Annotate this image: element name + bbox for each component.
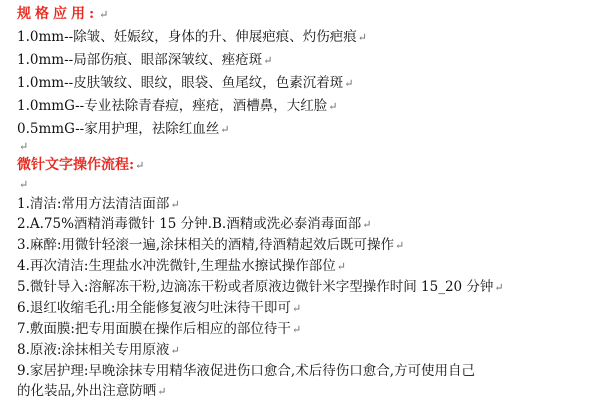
paragraph-mark-icon: ↵ bbox=[395, 239, 405, 252]
paragraph-mark-icon: ↵ bbox=[19, 178, 29, 191]
paragraph-mark-icon: ↵ bbox=[170, 198, 180, 211]
spec-line bbox=[17, 50, 272, 71]
paragraph-mark-icon: ↵ bbox=[99, 8, 109, 21]
paragraph-mark-icon: ↵ bbox=[220, 123, 230, 136]
procedure-step-text: 6.退红收缩毛孔:用全能修复液匀吐沫待干即可 bbox=[17, 300, 291, 316]
procedure-step-text: 7.敷面膜:把专用面膜在操作后相应的部位待干 bbox=[17, 321, 291, 337]
paragraph-mark-icon: ↵ bbox=[344, 77, 354, 90]
paragraph-mark-icon: ↵ bbox=[291, 323, 302, 336]
procedure-step-text: 1.清洁:常用方法清洁面部 bbox=[17, 196, 170, 212]
procedure-step bbox=[17, 235, 404, 256]
procedure-heading bbox=[17, 155, 144, 176]
procedure-step-text: 2.A.75%酒精消毒微针 15 分钟.B.酒精或洗必泰消毒面部 bbox=[17, 216, 362, 232]
spec-line bbox=[17, 96, 337, 117]
paragraph-mark-icon: ↵ bbox=[170, 344, 180, 357]
spec-line-text: 1.0mmG--专业祛除青春痘，痤疮，酒槽鼻，大红脸 bbox=[17, 98, 328, 114]
procedure-step bbox=[17, 194, 180, 215]
procedure-step bbox=[17, 298, 301, 319]
procedure-step bbox=[17, 256, 346, 277]
paragraph-mark-icon: ↵ bbox=[362, 218, 372, 231]
procedure-step-text: 4.再次清洁:生理盐水冲洗微针,生理盐水擦试操作部位 bbox=[17, 258, 336, 274]
paragraph-mark-icon: ↵ bbox=[328, 100, 338, 113]
spec-line bbox=[17, 27, 367, 48]
procedure-step-text: 5.微针导入:溶解冻干粉,边滴冻干粉或者原液边微针米字型操作时间 15_20 分钟 bbox=[17, 279, 494, 295]
procedure-heading-text: 微针文字操作流程: bbox=[17, 157, 135, 173]
spec-line bbox=[17, 73, 353, 94]
procedure-step bbox=[17, 361, 475, 381]
spec-line bbox=[17, 119, 229, 140]
procedure-step-text: 的化装品,外出注意防晒 bbox=[17, 383, 157, 399]
paragraph-mark-icon: ↵ bbox=[135, 159, 145, 172]
procedure-step-text: 3.麻醉:用微针轻滚一遍,涂抹相关的酒精,待酒精起效后既可操作 bbox=[17, 237, 395, 253]
paragraph-mark-icon: ↵ bbox=[357, 31, 367, 44]
paragraph-mark-icon: ↵ bbox=[291, 302, 302, 315]
paragraph-mark-icon: ↵ bbox=[19, 140, 29, 153]
spec-heading bbox=[17, 4, 108, 25]
paragraph-mark-icon: ↵ bbox=[336, 260, 346, 273]
paragraph-mark-icon: ↵ bbox=[263, 54, 273, 67]
procedure-step bbox=[17, 319, 301, 340]
procedure-step bbox=[17, 340, 180, 361]
spec-line-text: 1.0mm--局部伤痕、眼部深皱纹、痤疮斑 bbox=[17, 52, 263, 68]
spec-heading-text: 规格应用: bbox=[17, 6, 99, 22]
spec-line-text: 0.5mmG--家用护理，祛除红血丝 bbox=[17, 121, 220, 137]
spec-line-text: 1.0mm--皮肤皱纹、眼纹，眼袋、鱼尾纹，色素沉着斑 bbox=[17, 75, 344, 91]
procedure-step-continuation bbox=[17, 381, 167, 402]
paragraph-mark-icon: ↵ bbox=[157, 385, 167, 398]
procedure-step bbox=[17, 214, 371, 235]
paragraph-mark-icon: ↵ bbox=[494, 281, 504, 294]
procedure-step-text: 8.原液:涂抹相关专用原液 bbox=[17, 342, 170, 358]
procedure-step-text: 9.家居护理:早晚涂抹专用精华液促进伤口愈合,术后待伤口愈合,方可使用自己 bbox=[17, 363, 476, 379]
spec-line-text: 1.0mm--除皱、妊娠纹，身体的升、伸展疤痕、灼伤疤痕 bbox=[17, 29, 357, 45]
procedure-step bbox=[17, 277, 504, 298]
